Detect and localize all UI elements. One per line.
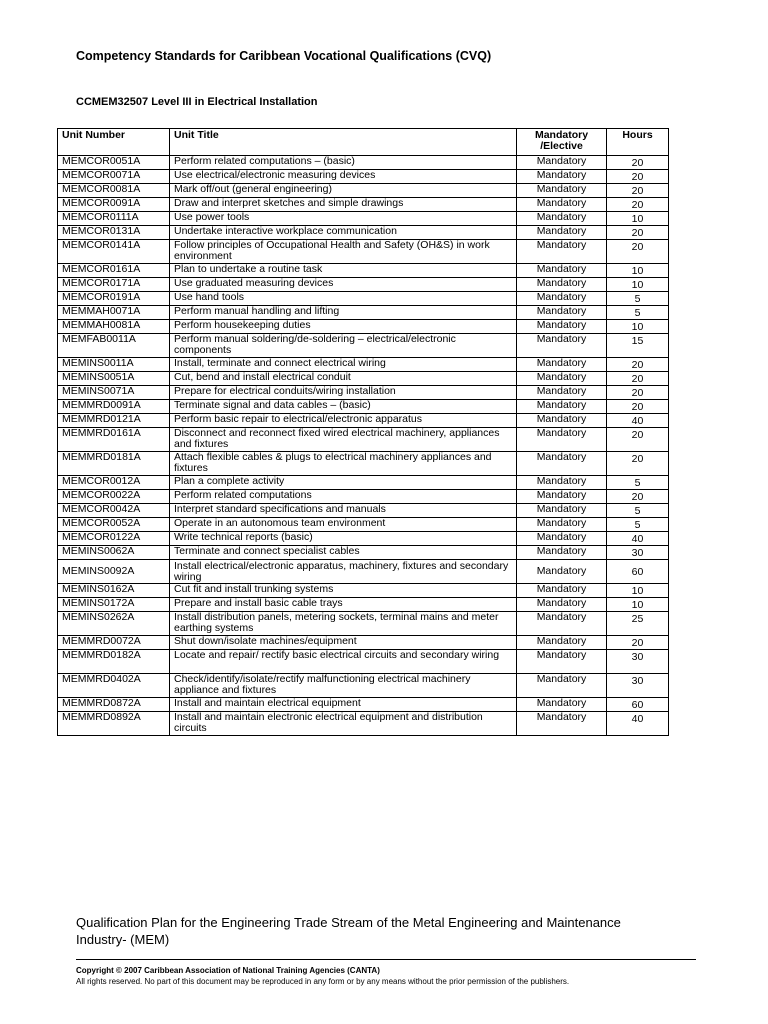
table-row — [58, 712, 669, 736]
mandatory-elective-cell: Mandatory — [517, 184, 607, 198]
mandatory-elective-cell: Mandatory — [517, 372, 607, 386]
unit-title-cell: Mark off/out (general engineering) — [170, 184, 517, 198]
unit-number-cell: MEMMAH0081A — [58, 320, 170, 334]
header-mandatory-elective: Mandatory /Elective — [517, 129, 607, 156]
hours-cell: 10 — [607, 278, 669, 292]
unit-number-cell: MEMCOR0022A — [58, 490, 170, 504]
hours-cell: 5 — [607, 476, 669, 490]
hours-cell: 60 — [607, 698, 669, 712]
unit-title-cell: Install and maintain electrical equipment — [170, 698, 517, 712]
mandatory-elective-cell: Mandatory — [517, 400, 607, 414]
table-row — [58, 386, 669, 400]
table-row — [58, 532, 669, 546]
table-row — [58, 226, 669, 240]
table-row — [58, 212, 669, 226]
unit-title-cell: Attach flexible cables & plugs to electrical machinery appliances and fixtures — [170, 452, 517, 476]
document-title: Competency Standards for Caribbean Vocational Qualifications (CVQ) — [76, 49, 492, 63]
mandatory-elective-cell: Mandatory — [517, 278, 607, 292]
mandatory-elective-cell: Mandatory — [517, 712, 607, 736]
hours-cell: 30 — [607, 650, 669, 674]
unit-title-cell: Install, terminate and connect electrical wiring — [170, 358, 517, 372]
unit-title-cell: Use graduated measuring devices — [170, 278, 517, 292]
hours-cell: 20 — [607, 358, 669, 372]
hours-cell: 20 — [607, 490, 669, 504]
hours-cell: 5 — [607, 292, 669, 306]
unit-title-cell: Terminate signal and data cables – (basic) — [170, 400, 517, 414]
qualification-plan-title: Qualification Plan for the Engineering Trade Stream of the Metal Engineering and Maintenance Industry- (MEM) — [76, 915, 621, 947]
unit-number-cell: MEMMRD0402A — [58, 674, 170, 698]
header-unit-number: Unit Number — [58, 129, 170, 156]
unit-title-cell: Check/identify/isolate/rectify malfunctioning electrical machinery appliance and fixtures — [170, 674, 517, 698]
unit-title-cell: Plan a complete activity — [170, 476, 517, 490]
unit-number-cell: MEMCOR0012A — [58, 476, 170, 490]
unit-number-cell: MEMINS0071A — [58, 386, 170, 400]
unit-number-cell: MEMINS0062A — [58, 546, 170, 560]
table-row — [58, 584, 669, 598]
mandatory-elective-cell: Mandatory — [517, 650, 607, 674]
unit-number-cell: MEMCOR0081A — [58, 184, 170, 198]
unit-number-cell: MEMINS0172A — [58, 598, 170, 612]
mandatory-elective-cell: Mandatory — [517, 532, 607, 546]
hours-cell: 40 — [607, 414, 669, 428]
unit-title-cell: Undertake interactive workplace communication — [170, 226, 517, 240]
unit-title-cell: Install electrical/electronic apparatus, machinery, fixtures and secondary wiring — [170, 560, 517, 584]
hours-cell: 20 — [607, 184, 669, 198]
mandatory-elective-cell: Mandatory — [517, 334, 607, 358]
mandatory-elective-cell: Mandatory — [517, 698, 607, 712]
unit-number-cell: MEMFAB0011A — [58, 334, 170, 358]
hours-cell: 5 — [607, 504, 669, 518]
hours-cell: 60 — [607, 560, 669, 584]
hours-cell: 10 — [607, 212, 669, 226]
table-header-row — [58, 129, 669, 156]
unit-title-cell: Cut fit and install trunking systems — [170, 584, 517, 598]
table-row — [58, 156, 669, 170]
table-row — [58, 358, 669, 372]
unit-number-cell: MEMCOR0171A — [58, 278, 170, 292]
unit-title-cell: Prepare and install basic cable trays — [170, 598, 517, 612]
unit-title-cell: Perform basic repair to electrical/electronic apparatus — [170, 414, 517, 428]
hours-cell: 20 — [607, 386, 669, 400]
unit-number-cell: MEMMRD0872A — [58, 698, 170, 712]
unit-number-cell: MEMCOR0131A — [58, 226, 170, 240]
table-row — [58, 334, 669, 358]
hours-cell: 5 — [607, 306, 669, 320]
table-row — [58, 278, 669, 292]
unit-number-cell: MEMCOR0191A — [58, 292, 170, 306]
mandatory-elective-cell: Mandatory — [517, 264, 607, 278]
hours-cell: 20 — [607, 452, 669, 476]
hours-cell: 20 — [607, 226, 669, 240]
mandatory-elective-cell: Mandatory — [517, 292, 607, 306]
hours-cell: 30 — [607, 546, 669, 560]
unit-title-cell: Perform manual handling and lifting — [170, 306, 517, 320]
mandatory-elective-cell: Mandatory — [517, 198, 607, 212]
unit-title-cell: Locate and repair/ rectify basic electrical circuits and secondary wiring — [170, 650, 517, 674]
table-row — [58, 490, 669, 504]
mandatory-elective-cell: Mandatory — [517, 560, 607, 584]
rights-notice: All rights reserved. No part of this document may be reproduced in any form or by any means without the prior permission of the publishers. — [76, 977, 570, 986]
unit-number-cell: MEMINS0262A — [58, 612, 170, 636]
mandatory-elective-cell: Mandatory — [517, 414, 607, 428]
mandatory-elective-cell: Mandatory — [517, 240, 607, 264]
unit-title-cell: Use electrical/electronic measuring devices — [170, 170, 517, 184]
hours-cell: 20 — [607, 240, 669, 264]
unit-number-cell: MEMCOR0042A — [58, 504, 170, 518]
unit-number-cell: MEMMRD0892A — [58, 712, 170, 736]
mandatory-elective-cell: Mandatory — [517, 476, 607, 490]
table-row — [58, 198, 669, 212]
mandatory-elective-cell: Mandatory — [517, 320, 607, 334]
table-row — [58, 476, 669, 490]
unit-title-cell: Install and maintain electronic electrical equipment and distribution circuits — [170, 712, 517, 736]
mandatory-elective-cell: Mandatory — [517, 156, 607, 170]
unit-title-cell: Cut, bend and install electrical conduit — [170, 372, 517, 386]
hours-cell: 20 — [607, 428, 669, 452]
unit-number-cell: MEMMAH0071A — [58, 306, 170, 320]
table-row — [58, 292, 669, 306]
mandatory-elective-cell: Mandatory — [517, 358, 607, 372]
unit-title-cell: Interpret standard specifications and manuals — [170, 504, 517, 518]
table-row — [58, 414, 669, 428]
unit-title-cell: Disconnect and reconnect fixed wired electrical machinery, appliances and fixtures — [170, 428, 517, 452]
document-subtitle: CCMEM32507 Level III in Electrical Installation — [76, 96, 318, 108]
unit-title-cell: Perform manual soldering/de-soldering – electrical/electronic components — [170, 334, 517, 358]
unit-number-cell: MEMCOR0111A — [58, 212, 170, 226]
mandatory-elective-cell: Mandatory — [517, 212, 607, 226]
units-table-body — [58, 156, 669, 736]
mandatory-elective-cell: Mandatory — [517, 504, 607, 518]
hours-cell: 30 — [607, 674, 669, 698]
hours-cell: 25 — [607, 612, 669, 636]
hours-cell: 40 — [607, 532, 669, 546]
table-row — [58, 518, 669, 532]
unit-title-cell: Plan to undertake a routine task — [170, 264, 517, 278]
hours-cell: 40 — [607, 712, 669, 736]
hours-cell: 5 — [607, 518, 669, 532]
hours-cell: 20 — [607, 636, 669, 650]
hours-cell: 10 — [607, 320, 669, 334]
mandatory-elective-cell: Mandatory — [517, 518, 607, 532]
mandatory-elective-cell: Mandatory — [517, 584, 607, 598]
unit-number-cell: MEMCOR0071A — [58, 170, 170, 184]
table-row — [58, 306, 669, 320]
table-row — [58, 650, 669, 674]
footer-divider — [76, 959, 696, 960]
header-unit-title: Unit Title — [170, 129, 517, 156]
table-row — [58, 560, 669, 584]
table-row — [58, 612, 669, 636]
hours-cell: 20 — [607, 400, 669, 414]
unit-number-cell: MEMCOR0091A — [58, 198, 170, 212]
unit-title-cell: Prepare for electrical conduits/wiring installation — [170, 386, 517, 400]
mandatory-elective-cell: Mandatory — [517, 452, 607, 476]
unit-number-cell: MEMMRD0072A — [58, 636, 170, 650]
table-row — [58, 400, 669, 414]
mandatory-elective-cell: Mandatory — [517, 636, 607, 650]
unit-title-cell: Perform related computations – (basic) — [170, 156, 517, 170]
unit-number-cell: MEMCOR0161A — [58, 264, 170, 278]
unit-title-cell: Install distribution panels, metering sockets, terminal mains and meter earthing systems — [170, 612, 517, 636]
mandatory-elective-cell: Mandatory — [517, 598, 607, 612]
unit-number-cell: MEMCOR0122A — [58, 532, 170, 546]
unit-title-cell: Write technical reports (basic) — [170, 532, 517, 546]
unit-title-cell: Operate in an autonomous team environment — [170, 518, 517, 532]
table-row — [58, 546, 669, 560]
mandatory-elective-cell: Mandatory — [517, 612, 607, 636]
unit-title-cell: Perform related computations — [170, 490, 517, 504]
hours-cell: 15 — [607, 334, 669, 358]
table-row — [58, 452, 669, 476]
mandatory-elective-cell: Mandatory — [517, 306, 607, 320]
unit-number-cell: MEMMRD0181A — [58, 452, 170, 476]
unit-number-cell: MEMCOR0141A — [58, 240, 170, 264]
unit-title-cell: Perform housekeeping duties — [170, 320, 517, 334]
hours-cell: 20 — [607, 198, 669, 212]
table-row — [58, 372, 669, 386]
unit-title-cell: Shut down/isolate machines/equipment — [170, 636, 517, 650]
table-row — [58, 674, 669, 698]
unit-number-cell: MEMINS0092A — [58, 560, 170, 584]
table-row — [58, 698, 669, 712]
table-row — [58, 428, 669, 452]
unit-title-cell: Use power tools — [170, 212, 517, 226]
unit-number-cell: MEMINS0051A — [58, 372, 170, 386]
table-row — [58, 598, 669, 612]
table-row — [58, 264, 669, 278]
unit-title-cell: Draw and interpret sketches and simple drawings — [170, 198, 517, 212]
unit-number-cell: MEMMRD0161A — [58, 428, 170, 452]
mandatory-elective-cell: Mandatory — [517, 226, 607, 240]
unit-number-cell: MEMCOR0052A — [58, 518, 170, 532]
table-row — [58, 320, 669, 334]
unit-number-cell: MEMMRD0182A — [58, 650, 170, 674]
hours-cell: 10 — [607, 584, 669, 598]
table-row — [58, 636, 669, 650]
units-table — [57, 128, 669, 736]
unit-number-cell: MEMCOR0051A — [58, 156, 170, 170]
unit-number-cell: MEMINS0162A — [58, 584, 170, 598]
table-row — [58, 184, 669, 198]
unit-title-cell: Use hand tools — [170, 292, 517, 306]
mandatory-elective-cell: Mandatory — [517, 546, 607, 560]
table-row — [58, 504, 669, 518]
mandatory-elective-cell: Mandatory — [517, 490, 607, 504]
mandatory-elective-cell: Mandatory — [517, 170, 607, 184]
hours-cell: 20 — [607, 372, 669, 386]
hours-cell: 10 — [607, 264, 669, 278]
mandatory-elective-cell: Mandatory — [517, 674, 607, 698]
mandatory-elective-cell: Mandatory — [517, 428, 607, 452]
table-row — [58, 170, 669, 184]
hours-cell: 20 — [607, 170, 669, 184]
hours-cell: 20 — [607, 156, 669, 170]
unit-title-cell: Follow principles of Occupational Health and Safety (OH&S) in work environment — [170, 240, 517, 264]
unit-title-cell: Terminate and connect specialist cables — [170, 546, 517, 560]
copyright-notice: Copyright © 2007 Caribbean Association of National Training Agencies (CANTA) — [76, 966, 380, 975]
unit-number-cell: MEMMRD0121A — [58, 414, 170, 428]
unit-number-cell: MEMINS0011A — [58, 358, 170, 372]
hours-cell: 10 — [607, 598, 669, 612]
header-hours: Hours — [607, 129, 669, 156]
unit-number-cell: MEMMRD0091A — [58, 400, 170, 414]
mandatory-elective-cell: Mandatory — [517, 386, 607, 400]
table-row — [58, 240, 669, 264]
